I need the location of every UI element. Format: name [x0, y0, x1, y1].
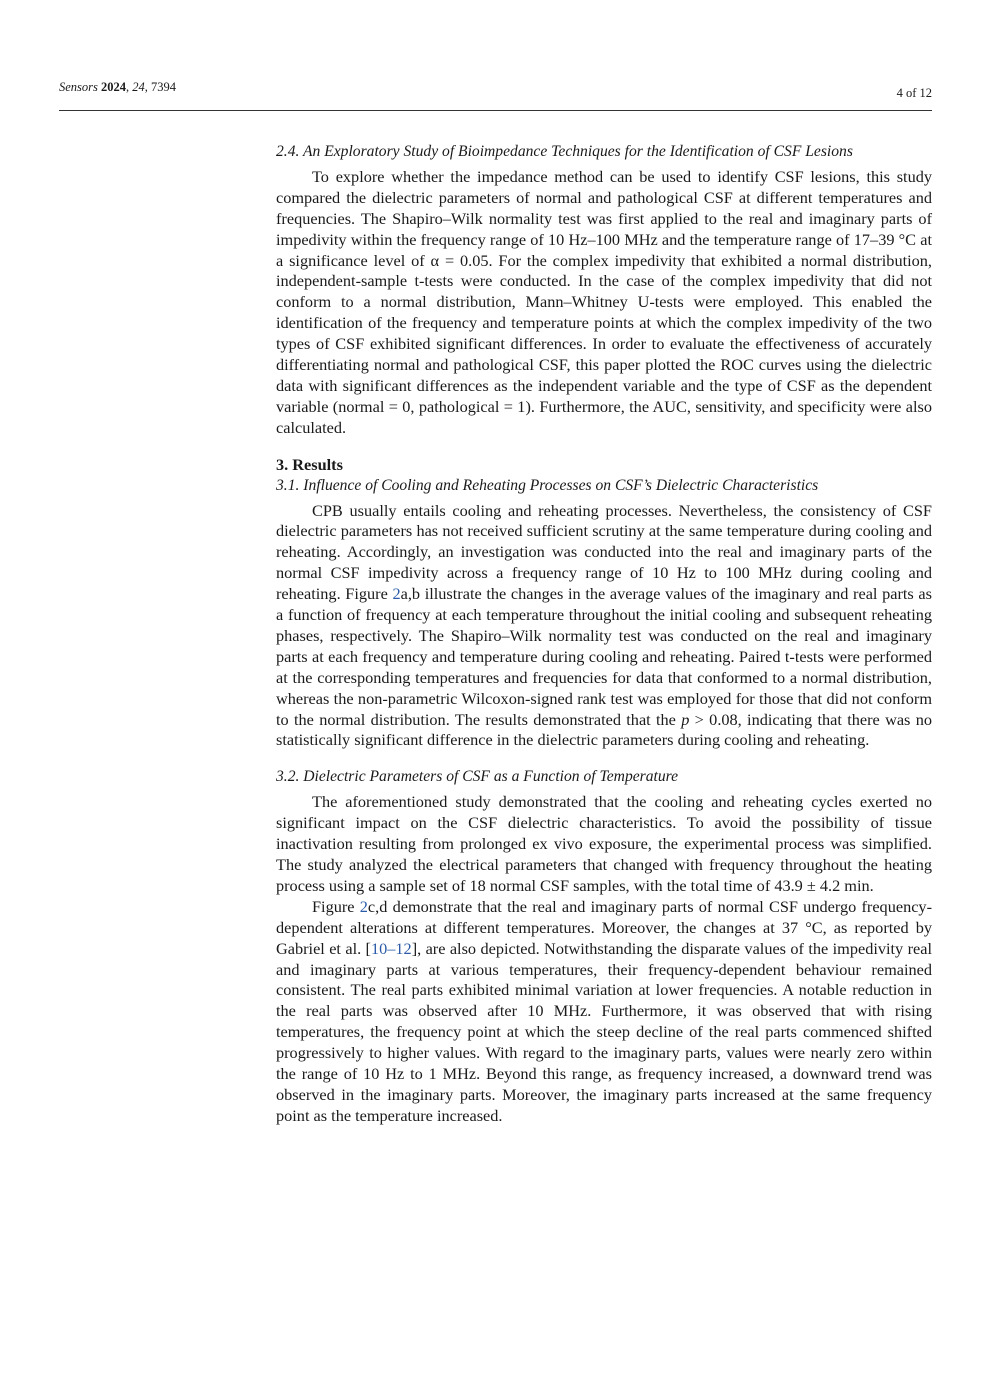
text-run: > 0.08, indicating that there was no statistically significant difference in the dielectric parameters during cooling and reheating. — [276, 709, 932, 750]
section-3-1-title: 3.1. Influence of Cooling and Reheating Processes on CSF’s Dielectric Characteristics — [276, 476, 819, 494]
journal-year: 2024 — [101, 80, 127, 94]
journal-citation: Sensors 2024, 24, 7394 — [59, 80, 177, 94]
citation-link-12[interactable]: 12 — [395, 938, 412, 958]
section-2-4-paragraph: To explore whether the impedance method can be used to identify CSF lesions, this study compared the dielectric parameters of normal and pathological CSF at different temperatures and frequencies. The Shapiro–Wilk normality test was first applied to the real and imaginary parts of impedivity within the frequency range of 10 Hz–100 MHz and the temperature range of 17–39 °C at a significance level of α = 0.05. For the complex impedivity that exhibited a normal distribution, independent-sample t-tests were conducted. In the case of the complex impedivity that did not conform to a normal distribution, Mann–Whitney U-tests were employed. This enabled the identification of the frequency and temperature points at which the complex impedivity of the two types of CSF exhibited significant differences. In order to evaluate the effectiveness of accurately differentiating normal and pathological CSF, this paper plotted the ROC curves using the dielectric data with significant differences as the independent variable and the type of CSF as the dependent variable (normal = 0, pathological = 1). Furthermore, the AUC, sensitivity, and specificity were also calculated. — [276, 166, 932, 437]
citation-link-10[interactable]: 10 — [370, 938, 388, 958]
section-3-2-paragraph-1: The aforementioned study demonstrated that the cooling and reheating cycles exerted no significant impact on the CSF dielectric characteristics. To avoid the possibility of tissue inactivation resulting from prolonged ex vivo exposure, the experimental process was simplified. The study analyzed the electrical parameters that changed with frequency throughout the heating process using a sample set of 18 normal CSF samples, with the total time of 43.9 ± 4.2 min. — [276, 792, 932, 895]
article-number: 7394 — [151, 80, 177, 94]
text-run: a,b illustrate the changes in the average values of the imaginary and real parts as a function of frequency at each temperature throughout the initial cooling and subsequent reheating phases, respectively. The Shapiro–Wilk normality test was conducted on the real and imaginary parts at each frequency and temperature during cooling and reheating. Paired t-tests were performed at the corresponding temperatures and frequencies for data that conformed to a normal distribution, whereas the non-parametric Wilcoxon-signed rank test was employed for those that did not conform to the normal distribution. The results demonstrated that the — [276, 584, 932, 729]
running-header — [59, 80, 932, 111]
p-variable: p — [681, 709, 690, 729]
section-3-title: 3. Results — [276, 454, 343, 474]
main-content — [276, 142, 932, 1127]
section-3-2-paragraph-2 — [276, 897, 932, 1127]
journal-name: Sensors — [59, 80, 98, 94]
section-2-4-title: 2.4. An Exploratory Study of Bioimpedance Techniques for the Identification of CSF Lesions — [276, 143, 853, 160]
figure-link[interactable]: 2 — [392, 584, 401, 604]
text-run: ], are also depicted. Notwithstanding the disparate values of the impedivity real and imaginary parts at various temperatures, their frequency-dependent behaviour remained consistent. The real parts exhibited minimal variation at lower frequencies. A notable reduction in the real parts was observed after 10 MHz. Furthermore, it was observed that with rising temperatures, the frequency point at which the steep decline of the real parts commenced shifted progressively to higher values. With regard to the imaginary parts, values were nearly zero within the range of 10 Hz to 1 MHz. Beyond this range, as frequency increased, a downward trend was observed in the imaginary parts. Moreover, the imaginary parts increased at the same frequency point as the temperature increased. — [276, 938, 932, 1125]
text-run: CPB usually entails cooling and reheating processes. Nevertheless, the consistency of CSF dielectric parameters has not received sufficient scrutiny at the same temperature during cooling and reheating. Accordingly, an investigation was conducted into the real and imaginary parts of the normal CSF impedivity across a frequency range of 10 Hz to 100 MHz during cooling and reheating. Figure — [276, 500, 932, 604]
page-number: 4 of 12 — [896, 86, 932, 100]
figure-link[interactable]: 2 — [359, 896, 368, 916]
text-run: c,d demonstrate that the real and imaginary parts of normal CSF undergo frequency-dependent alterations at different temperatures. Moreover, the changes at 37 °C, as reported by Gabriel et al. [ — [276, 896, 932, 958]
journal-volume: 24 — [132, 80, 145, 94]
text-run: Figure — [312, 896, 360, 916]
citation-dash: – — [387, 938, 396, 958]
section-3-2-title: 3.2. Dielectric Parameters of CSF as a Function of Temperature — [276, 768, 679, 786]
section-3-1-paragraph — [276, 501, 932, 752]
